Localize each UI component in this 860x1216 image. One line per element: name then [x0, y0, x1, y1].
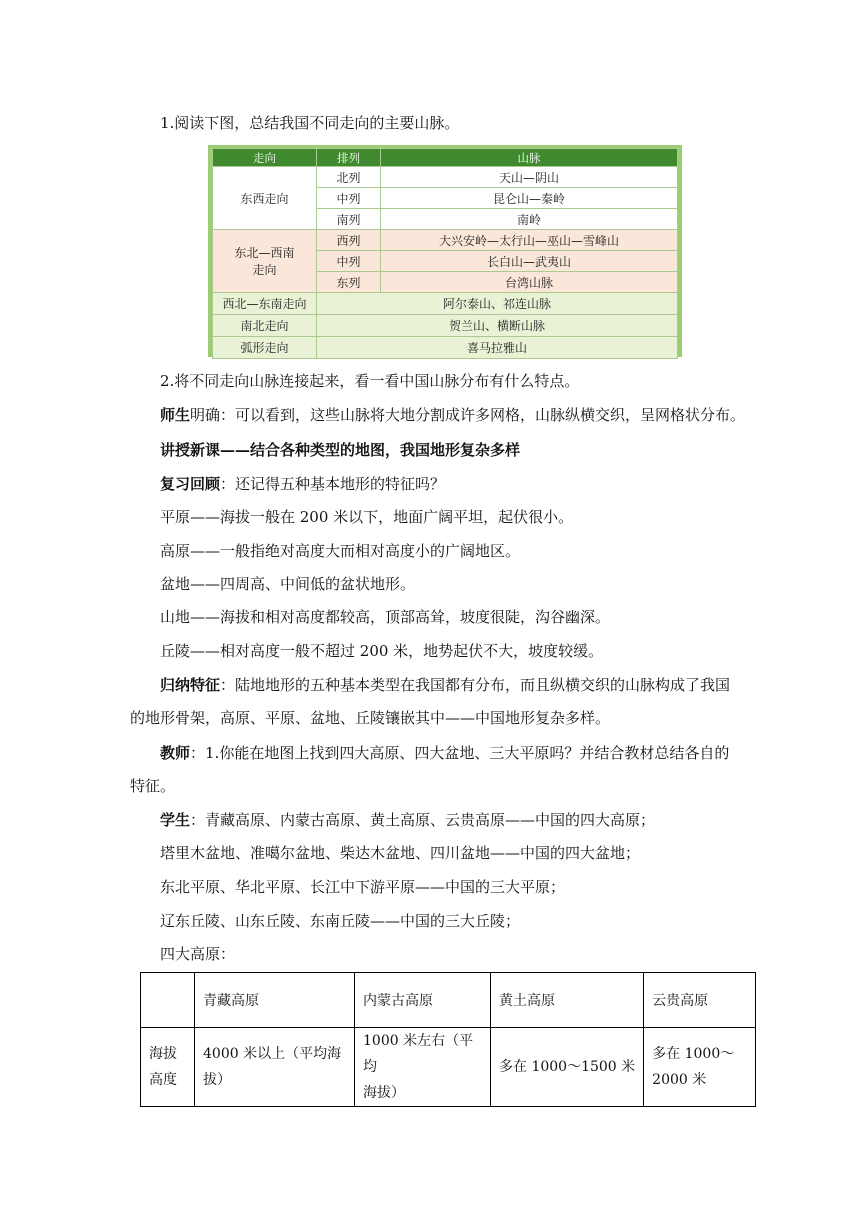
table-row — [213, 167, 678, 188]
student-line-basins: 塔里木盆地、准噶尔盆地、柴达木盆地、四川盆地——中国的四大盆地； — [160, 844, 641, 862]
teacher-student-paragraph — [160, 405, 745, 425]
section-heading-text: 讲授新课——结合各种类型的地图，我国地形复杂多样 — [160, 441, 521, 459]
review-paragraph — [160, 474, 445, 494]
order-cell: 北列 — [317, 167, 381, 188]
mountain-table-figure — [208, 145, 682, 357]
landform-hill: 丘陵——相对高度一般不超过 200 米，地势起伏不大，坡度较缓。 — [160, 642, 604, 660]
direction-cell: 南北走向 — [213, 315, 317, 337]
header-huangtu: 黄土高原 — [491, 973, 644, 1028]
header-neimenggu: 内蒙古高原 — [355, 973, 491, 1028]
header-order: 排列 — [317, 149, 381, 167]
order-cell: 西列 — [317, 230, 381, 251]
cell-yungui — [644, 1028, 756, 1107]
mountain-cell: 贺兰山、横断山脉 — [317, 315, 678, 337]
mountain-cell: 天山—阴山 — [381, 167, 678, 188]
order-cell: 东列 — [317, 272, 381, 293]
direction-cell: 弧形走向 — [213, 337, 317, 359]
student-label: 学生 — [160, 811, 191, 829]
header-direction: 走向 — [213, 149, 317, 167]
landform-plateau: 高原——一般指绝对高度大而相对高度小的广阔地区。 — [160, 542, 521, 560]
direction-cell: 西北—东南走向 — [213, 293, 317, 315]
review-text: ：还记得五种基本地形的特征吗？ — [220, 475, 446, 493]
direction-cell — [213, 230, 317, 293]
mountain-cell: 喜马拉雅山 — [317, 337, 678, 359]
teacher-line-2: 特征。 — [130, 777, 176, 795]
cell-huangtu: 多在 1000～1500 米 — [491, 1028, 644, 1107]
direction-cell: 东西走向 — [213, 167, 317, 230]
plateau-intro: 四大高原： — [160, 945, 236, 963]
direction-line: 走向 — [252, 263, 277, 277]
review-label: 复习回顾 — [160, 475, 221, 493]
table-row — [141, 1028, 756, 1107]
summary-text: ：陆地地形的五种基本类型在我国都有分布，而且纵横交织的山脉构成了我国 — [220, 676, 731, 694]
cell-line: 拔） — [203, 1072, 231, 1088]
mountain-table — [212, 148, 678, 359]
order-cell: 南列 — [317, 209, 381, 230]
student-text: ：青藏高原、内蒙古高原、黄土高原、云贵高原——中国的四大高原； — [190, 811, 656, 829]
cell-line: 多在 1000～ — [652, 1046, 735, 1062]
teacher-student-label: 师生 — [160, 406, 191, 424]
mountain-cell: 阿尔泰山、祁连山脉 — [317, 293, 678, 315]
teacher-line-1 — [160, 743, 729, 763]
cell-line: 4000 米以上（平均海 — [203, 1046, 342, 1062]
summary-line-1 — [160, 675, 730, 695]
student-line-1 — [160, 810, 655, 830]
mountain-cell: 大兴安岭—太行山—巫山—雪峰山 — [381, 230, 678, 251]
teacher-student-text: 明确：可以看到，这些山脉将大地分割成许多网格，山脉纵横交织，呈网格状分布。 — [190, 406, 746, 424]
mountain-cell: 南岭 — [381, 209, 678, 230]
mountain-cell: 台湾山脉 — [381, 272, 678, 293]
cell-line: 海拔） — [363, 1085, 405, 1101]
header-empty — [141, 973, 195, 1028]
plateau-table — [140, 972, 756, 1107]
table-row — [213, 230, 678, 251]
question-2: 2.将不同走向山脉连接起来，看一看中国山脉分布有什么特点。 — [160, 372, 580, 390]
cell-neimenggu — [355, 1028, 491, 1107]
landform-plain: 平原——海拔一般在 200 米以下，地面广阔平坦，起伏很小。 — [160, 508, 574, 526]
header-yungui: 云贵高原 — [644, 973, 756, 1028]
section-heading — [160, 440, 520, 460]
row-label-elevation — [141, 1028, 195, 1107]
order-cell: 中列 — [317, 188, 381, 209]
teacher-label: 教师 — [160, 744, 191, 762]
student-line-hills: 辽东丘陵、山东丘陵、东南丘陵——中国的三大丘陵； — [160, 912, 521, 930]
table-row — [213, 293, 678, 315]
teacher-text: ：1.你能在地图上找到四大高原、四大盆地、三大平原吗？并结合教材总结各自的 — [190, 744, 730, 762]
mountain-cell: 长白山—武夷山 — [381, 251, 678, 272]
summary-line-2: 的地形骨架，高原、平原、盆地、丘陵镶嵌其中——中国地形复杂多样。 — [130, 709, 611, 727]
cell-qingzang — [195, 1028, 355, 1107]
student-line-plains: 东北平原、华北平原、长江中下游平原——中国的三大平原； — [160, 878, 566, 896]
summary-label: 归纳特征 — [160, 676, 221, 694]
header-qingzang: 青藏高原 — [195, 973, 355, 1028]
direction-line: 东北—西南 — [234, 246, 295, 260]
order-cell: 中列 — [317, 251, 381, 272]
mountain-cell: 昆仑山—秦岭 — [381, 188, 678, 209]
cell-line: 1000 米左右（平均 — [363, 1033, 474, 1075]
row-label-line: 高度 — [149, 1072, 177, 1088]
table-row — [213, 337, 678, 359]
mountain-table-header — [213, 149, 678, 167]
landform-basin: 盆地——四周高、中间低的盆状地形。 — [160, 575, 416, 593]
landform-mountain: 山地——海拔和相对高度都较高，顶部高耸，坡度很陡，沟谷幽深。 — [160, 608, 611, 626]
cell-line: 2000 米 — [652, 1072, 707, 1088]
table-row — [213, 315, 678, 337]
header-mountains: 山脉 — [381, 149, 678, 167]
question-1: 1.阅读下图，总结我国不同走向的主要山脉。 — [160, 114, 460, 132]
row-label-line: 海拔 — [149, 1046, 177, 1062]
plateau-table-header — [141, 973, 756, 1028]
